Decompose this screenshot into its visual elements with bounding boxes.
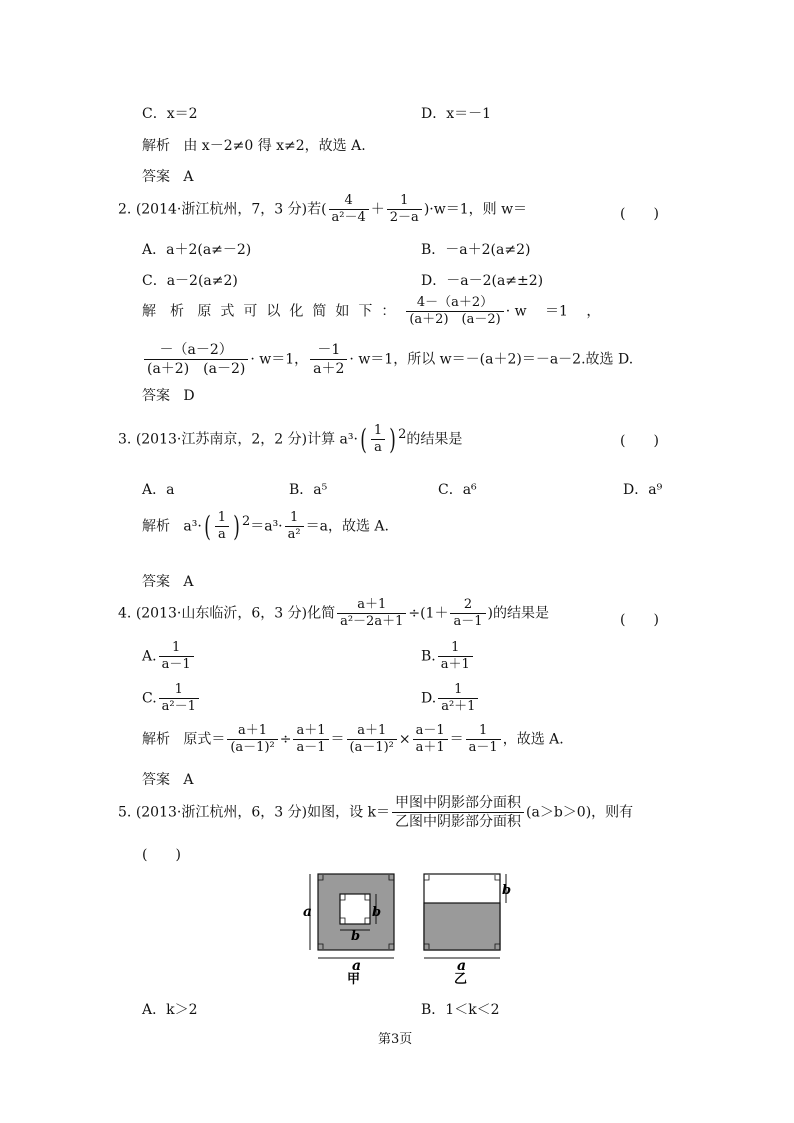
numerator: －（a－2）: [159, 342, 233, 358]
numerator: a－1: [415, 723, 445, 738]
analysis-step: · w ＝1 ，: [505, 303, 601, 320]
numerator: 1: [451, 640, 460, 655]
operator: ＝: [330, 731, 345, 748]
option-label: C.: [142, 690, 157, 707]
numerator: 4: [344, 193, 353, 208]
operator: ＝: [449, 731, 464, 748]
analysis-label: 解 析: [142, 303, 184, 320]
question-number: 4.: [118, 605, 132, 622]
analysis-line-2: [142, 341, 633, 378]
answer-line: [142, 571, 193, 591]
numerator: 1: [373, 423, 383, 438]
analysis-line: [142, 295, 600, 328]
question-5-stem: [118, 794, 633, 831]
fraction: [392, 794, 524, 831]
numerator: 2: [463, 597, 473, 612]
answer-label: 答案: [142, 772, 170, 788]
denominator: a＋1: [413, 739, 448, 756]
answer-value: A: [183, 772, 194, 788]
paren-open: (: [360, 422, 367, 456]
denominator: a－1: [159, 656, 194, 673]
question-tail: 的结果是: [406, 431, 463, 448]
answer-label: 答案: [142, 169, 170, 185]
answer-bracket: ( ): [620, 612, 659, 628]
fraction: [387, 193, 422, 226]
question-3-stem: [118, 423, 462, 456]
fraction: [293, 723, 328, 756]
label-b: b: [372, 905, 382, 920]
numerator: 4－（a＋2）: [416, 295, 494, 310]
numerator: 1: [174, 682, 183, 697]
option-d: D．－a－2(a≠±2): [421, 273, 544, 289]
option-c: C．a－2(a≠2): [142, 273, 238, 289]
label-b: b: [351, 929, 361, 944]
option-c: [142, 682, 201, 715]
option-label: D.: [421, 690, 437, 707]
exponent: 2: [398, 426, 407, 442]
denominator: (a－1)²: [227, 739, 277, 756]
numerator: 1: [400, 193, 409, 208]
question-tail: )的结果是: [487, 605, 549, 622]
fraction: [438, 682, 478, 715]
figure-jia: [303, 874, 394, 986]
option-a: A．a: [142, 482, 175, 498]
option-c: C．a⁶: [438, 482, 477, 498]
denominator: 乙图中阴影部分面积: [392, 812, 524, 831]
denominator: a: [371, 439, 385, 456]
option-d: D．a⁹: [623, 482, 663, 498]
question-source: (2013·江苏南京，2，2 分)计算 a³·: [135, 431, 358, 448]
analysis-step: ＝a³·: [250, 518, 283, 535]
option-d: [421, 682, 480, 715]
analysis-step: a³·: [183, 518, 202, 535]
question-4-stem: [118, 597, 549, 630]
denominator: a²－1: [159, 698, 199, 715]
numerator: 1: [171, 640, 181, 655]
question-number: 2.: [118, 201, 132, 218]
answer-value: A: [183, 574, 194, 590]
answer-bracket: ( ): [620, 433, 659, 449]
numerator: a＋1: [238, 723, 268, 738]
option-d: D．x＝－1: [421, 106, 492, 122]
question-source: (2014·浙江杭州，7，3 分)若(: [135, 201, 327, 218]
label-a: a: [303, 904, 313, 920]
option-b: B．1＜k＜2: [421, 1002, 500, 1018]
fraction: [466, 723, 501, 756]
numerator: 甲图中阴影部分面积: [395, 795, 522, 811]
denominator: a: [215, 526, 229, 543]
fraction: [337, 597, 406, 630]
answer-line: [142, 166, 193, 186]
label-a: a: [352, 958, 362, 974]
fraction: [329, 193, 369, 226]
option-label: A.: [142, 648, 157, 665]
answer-line: [142, 769, 193, 789]
denominator: a－1: [450, 613, 485, 630]
figure-caption-yi: 乙: [454, 972, 468, 986]
denominator: a＋1: [438, 656, 473, 673]
analysis-step: ，故选 A.: [502, 731, 564, 748]
question-2-stem: [118, 193, 527, 226]
analysis-label: 解析: [142, 731, 170, 748]
fraction: [144, 341, 248, 378]
figure-caption-jia: 甲: [347, 972, 361, 986]
denominator: 2－a: [387, 209, 422, 226]
numerator: 1: [217, 510, 226, 525]
fraction: [371, 423, 385, 456]
analysis-line: [142, 510, 389, 543]
inner-square: [340, 894, 370, 924]
label-b: b: [502, 883, 512, 898]
fraction: [310, 341, 347, 378]
question-source: (2013·山东临沂，6，3 分)化简: [135, 605, 336, 622]
option-b: B．－a＋2(a≠2): [421, 242, 531, 258]
option-label: B.: [421, 648, 436, 665]
analysis-step: · w＝1，所以 w＝－(a＋2)＝－a－2.故选 D.: [349, 351, 634, 368]
exponent: 2: [241, 513, 251, 529]
fraction: [406, 295, 503, 328]
answer-line: [142, 385, 195, 405]
numerator: 1: [289, 510, 299, 525]
option-a: [142, 640, 196, 673]
denominator: a²－2a＋1: [337, 613, 406, 630]
question-source: (2013·浙江杭州，6，3 分)如图，设 k＝: [135, 804, 391, 821]
answer-label: 答案: [142, 574, 170, 590]
question-number: 5.: [118, 804, 132, 821]
question-tail: (a＞b＞0)，则有: [526, 804, 634, 821]
denominator: a－1: [293, 739, 328, 756]
area-figure: [300, 868, 520, 986]
numerator: 1: [454, 682, 463, 697]
question-number: 3.: [118, 431, 132, 448]
numerator: 1: [479, 723, 488, 738]
option-a: A．k＞2: [142, 1002, 198, 1018]
denominator: a²＋1: [438, 698, 478, 715]
paren-close: ): [233, 509, 240, 543]
numerator: －1: [317, 342, 341, 358]
analysis-line: [142, 135, 366, 155]
shaded-rectangle: [424, 903, 500, 950]
option-a: A．a＋2(a≠－2): [142, 242, 252, 258]
analysis-text: 由 x－2≠0 得 x≠2，故选 A.: [183, 138, 366, 154]
option-b: [421, 640, 475, 673]
analysis-line: [142, 723, 564, 756]
page-number: 第3页: [378, 1032, 413, 1047]
analysis-label: 解析: [142, 518, 170, 535]
analysis-step: · w＝1，: [250, 351, 309, 368]
answer-bracket: ( ): [142, 847, 181, 863]
fraction: [215, 510, 229, 543]
denominator: a²: [285, 526, 304, 543]
denominator: (a－1)²: [347, 739, 397, 756]
denominator: (a＋2) (a－2): [406, 311, 503, 328]
denominator: (a＋2) (a－2): [144, 359, 248, 378]
numerator: a＋1: [296, 723, 326, 738]
plus-sign: ＋: [370, 201, 385, 218]
operator: ×: [398, 731, 411, 748]
analysis-lead: 原式可以化简如下：: [197, 303, 405, 320]
fraction: [438, 640, 473, 673]
numerator: a＋1: [357, 723, 387, 738]
fraction: [159, 640, 194, 673]
paren-open: (: [203, 509, 211, 543]
analysis-label: 解析: [142, 138, 170, 154]
question-tail: )·w＝1，则 w＝: [423, 201, 528, 218]
option-b: B．a⁵: [289, 482, 328, 498]
denominator: a²－4: [329, 209, 369, 226]
fraction: [159, 682, 199, 715]
figure-yi: [424, 874, 511, 986]
operator: ÷(1＋: [408, 605, 449, 622]
denominator: a－1: [466, 739, 501, 756]
answer-value: D: [183, 388, 195, 404]
fraction: [413, 723, 448, 756]
numerator: a＋1: [357, 597, 387, 612]
paren-close: ): [389, 422, 396, 456]
fraction: [285, 510, 304, 543]
answer-label: 答案: [142, 388, 170, 404]
answer-bracket: ( ): [620, 206, 659, 222]
answer-value: A: [183, 169, 194, 185]
fraction: [347, 723, 397, 756]
fraction: [227, 723, 277, 756]
analysis-step: 原式＝: [183, 731, 226, 748]
operator: ÷: [279, 731, 292, 748]
label-a: a: [457, 958, 467, 974]
fraction: [450, 597, 485, 630]
analysis-step: ＝a，故选 A.: [305, 518, 389, 535]
option-c: C．x＝2: [142, 106, 198, 122]
denominator: a＋2: [310, 359, 347, 378]
